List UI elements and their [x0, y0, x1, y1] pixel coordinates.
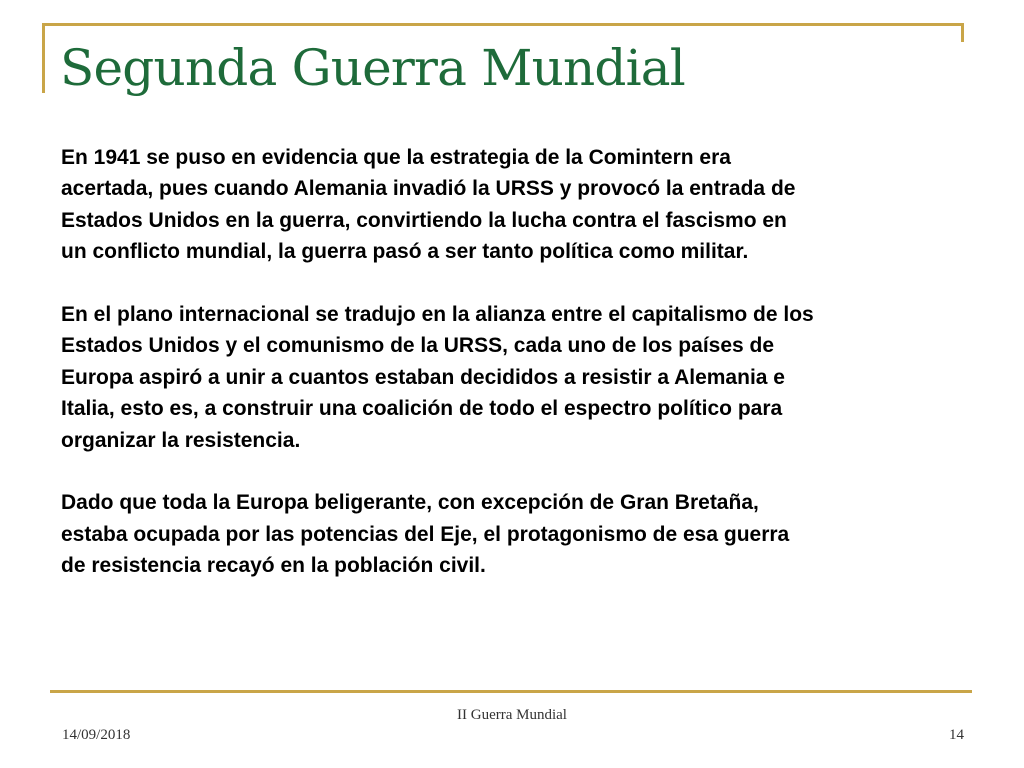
slide-title: Segunda Guerra Mundial: [60, 39, 686, 97]
header-frame-left: [42, 23, 45, 93]
footer-date: 14/09/2018: [62, 727, 131, 743]
header-frame-top: [42, 23, 964, 26]
header-frame-right: [961, 23, 964, 42]
footer-divider: [50, 690, 972, 693]
footer-title: II Guerra Mundial: [457, 707, 567, 723]
paragraph-1: En 1941 se puso en evidencia que la estrategia de la Comintern era acertada, pues cuando Alemania invadió la URSS y provocó la entrada de Estados Unidos en la guerra, convirtiendo la lucha contra el fascismo en un conflicto mundial, la guerra pasó a ser tanto política como militar.: [61, 146, 796, 264]
slide-body: [61, 142, 991, 582]
paragraph-2: En el plano internacional se tradujo en la alianza entre el capitalismo de los Estados Unidos y el comunismo de la URSS, cada uno de los países de Europa aspiró a unir a cuantos estaban decididos a resistir a Alemania e Italia, esto es, a construir una coalición de todo el espectro político para organizar la resistencia.: [61, 303, 814, 452]
paragraph-3: Dado que toda la Europa beligerante, con excepción de Gran Bretaña, estaba ocupada por las potencias del Eje, el protagonismo de esa guerra de resistencia recayó en la población civil.: [61, 491, 790, 578]
page-number: 14: [949, 727, 964, 743]
